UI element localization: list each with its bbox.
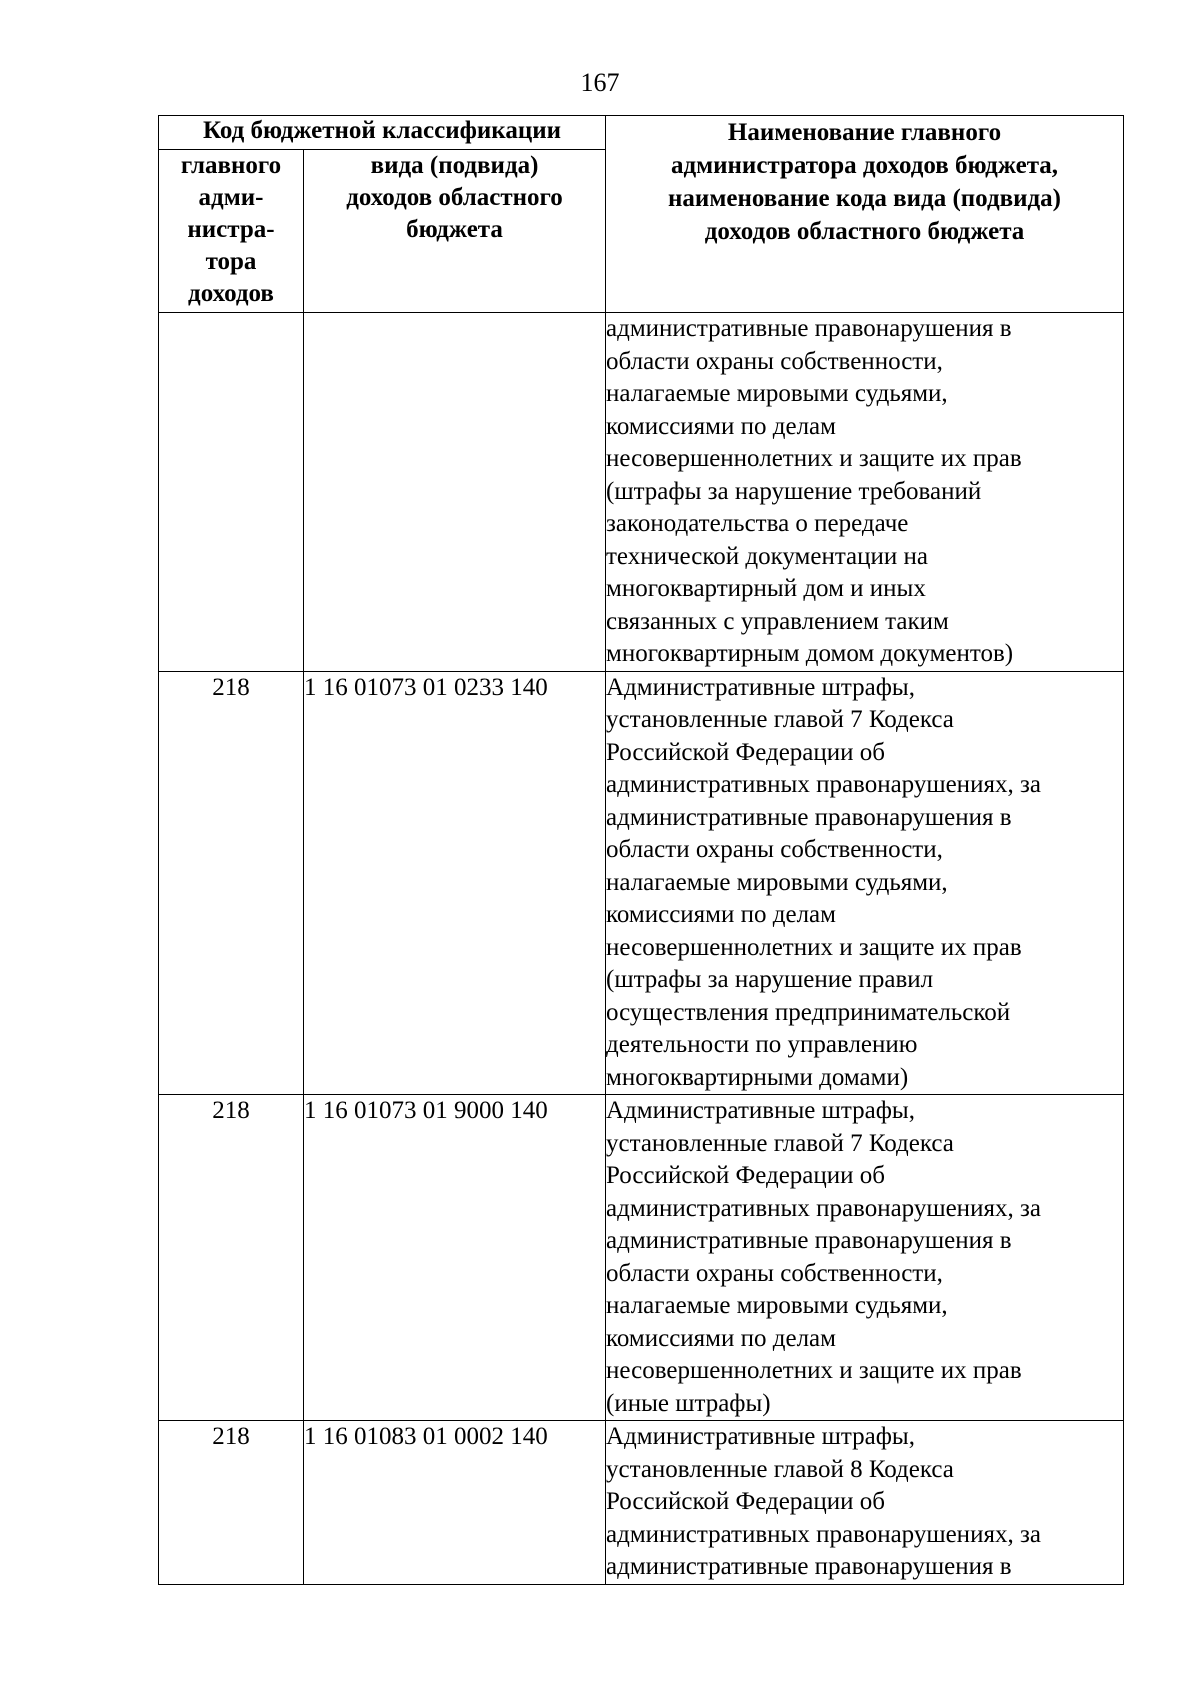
revenue-name-line: многоквартирный дом и иных <box>606 575 926 602</box>
header-code-line: доходов областного <box>346 184 563 211</box>
revenue-name-line: административных правонарушениях, за <box>606 771 1041 798</box>
table-row <box>159 1095 1124 1421</box>
revenue-name-line: налагаемые мировыми судьями, <box>606 1292 948 1319</box>
revenue-name-cell <box>606 313 1124 672</box>
revenue-name-line: области охраны собственности, <box>606 836 943 863</box>
revenue-name-line: административные правонарушения в <box>606 1227 1012 1254</box>
header-name-line: Наименование главного <box>727 119 1002 146</box>
revenue-name-line: области охраны собственности, <box>606 1259 943 1287</box>
revenue-name-line: установленные главой 7 Кодекса <box>606 706 954 733</box>
header-name-line: доходов областного бюджета <box>704 218 1025 245</box>
revenue-name-line: (штрафы за нарушение правил <box>606 966 934 993</box>
header-code-line: бюджета <box>406 216 503 243</box>
table-row <box>159 1421 1124 1585</box>
revenue-name-line: связанных с управлением таким <box>606 607 949 635</box>
revenue-name-line: многоквартирным домом документов) <box>606 640 1014 667</box>
revenue-name-line: комиссиями по делам <box>606 1324 836 1352</box>
header-code-line: вида (подвида) <box>370 152 539 179</box>
revenue-code-cell: 1 16 01073 01 0233 140 <box>304 671 606 1095</box>
revenue-name-line: Российской Федерации об <box>606 1488 885 1515</box>
revenue-name-line: области охраны собственности, <box>606 347 943 375</box>
header-admin-line: доходов <box>188 280 274 307</box>
revenue-name-line: технической документации на <box>606 542 929 570</box>
revenue-name-line: осуществления предпринимательской <box>606 998 1011 1026</box>
revenue-name-line: многоквартирными домами) <box>606 1063 909 1091</box>
admin-code-cell <box>159 313 304 672</box>
revenue-name-line: несовершеннолетних и защите их прав <box>606 445 1022 472</box>
revenue-name-line: законодательства о передаче <box>606 510 909 537</box>
revenue-code-cell: 1 16 01073 01 9000 140 <box>304 1095 606 1421</box>
revenue-code-cell <box>304 313 606 672</box>
revenue-name-line: административные правонарушения в <box>606 1553 1012 1580</box>
revenue-name-line: несовершеннолетних и защите их прав <box>606 1357 1022 1384</box>
page-number: 167 <box>580 68 620 97</box>
table-body <box>159 313 1124 1585</box>
header-name-line: наименование кода вида (подвида) <box>668 185 1061 212</box>
admin-code-cell: 218 <box>159 1421 304 1585</box>
revenue-name-line: Российской Федерации об <box>606 1162 885 1189</box>
revenue-name-line: налагаемые мировыми судьями, <box>606 380 948 407</box>
revenue-name-line: установленные главой 7 Кодекса <box>606 1129 954 1157</box>
header-name-line: администратора доходов бюджета, <box>670 152 1059 179</box>
revenue-name-line: административных правонарушениях, за <box>606 1194 1041 1222</box>
header-admin-line: адми- <box>198 184 264 211</box>
header-admin-line: главного <box>180 152 282 179</box>
revenue-name-line: налагаемые мировыми судьями, <box>606 868 948 896</box>
header-code-column <box>304 150 606 313</box>
table-row <box>159 313 1124 672</box>
admin-code-cell: 218 <box>159 1095 304 1421</box>
revenue-name-line: административных правонарушениях, за <box>606 1520 1041 1548</box>
revenue-name-line: административные правонарушения в <box>606 315 1012 342</box>
revenue-name-line: установленные главой 8 Кодекса <box>606 1455 954 1483</box>
revenue-name-line: Административные штрафы, <box>606 673 915 701</box>
revenue-name-line: (штрафы за нарушение требований <box>606 477 982 505</box>
revenue-name-line: Административные штрафы, <box>606 1423 915 1450</box>
header-group-title: Код бюджетной классификации <box>159 116 606 150</box>
revenue-name-line: Административные штрафы, <box>606 1097 915 1124</box>
revenue-name-line: Российской Федерации об <box>606 738 885 766</box>
revenue-name-line: (иные штрафы) <box>606 1389 771 1417</box>
revenue-name-line: комиссиями по делам <box>606 412 836 440</box>
revenue-name-line: комиссиями по делам <box>606 901 836 928</box>
admin-code-cell: 218 <box>159 671 304 1095</box>
header-admin-line: нистра- <box>187 216 275 243</box>
revenue-code-cell: 1 16 01083 01 0002 140 <box>304 1421 606 1585</box>
revenue-name-cell <box>606 1095 1124 1421</box>
revenue-name-line: несовершеннолетних и защите их прав <box>606 933 1022 961</box>
revenue-name-line: деятельности по управлению <box>606 1031 918 1058</box>
revenue-name-line: административные правонарушения в <box>606 803 1012 831</box>
revenue-name-cell <box>606 1421 1124 1585</box>
table-row <box>159 671 1124 1095</box>
header-admin-column <box>159 150 304 313</box>
budget-classification-table <box>158 115 1124 1585</box>
header-admin-line: тора <box>205 248 257 275</box>
revenue-name-cell <box>606 671 1124 1095</box>
header-name-column <box>606 116 1124 313</box>
